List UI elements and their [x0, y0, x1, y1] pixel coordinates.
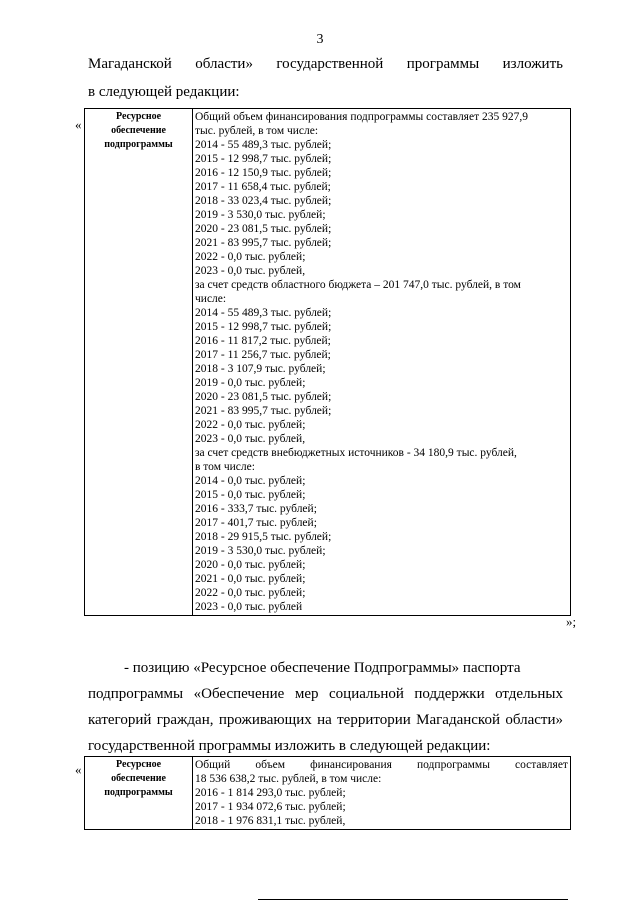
word: программы [406, 56, 480, 72]
funding-line: 2022 - 0,0 тыс. рублей; [195, 251, 306, 263]
funding-line: 2019 - 3 530,0 тыс. рублей; [195, 209, 326, 221]
head-line: обеспечение [111, 125, 166, 136]
funding-line: 2021 - 83 995,7 тыс. рублей; [195, 405, 332, 417]
funding-line: 2017 - 401,7 тыс. рублей; [195, 517, 317, 529]
intro-line-1 [88, 56, 563, 73]
word: финансирования [310, 759, 392, 771]
funding-line: 2020 - 23 081,5 тыс. рублей; [195, 391, 332, 403]
funding-line: 2019 - 0,0 тыс. рублей; [195, 377, 306, 389]
funding-line: за счет средств внебюджетных источников - 34 180,9 тыс. рублей, [195, 447, 517, 459]
head-line: обеспечение [111, 773, 166, 784]
funding-line: 2015 - 0,0 тыс. рублей; [195, 489, 306, 501]
bottom-rule [258, 899, 568, 900]
word: области» [195, 56, 253, 72]
funding-lines [195, 772, 568, 828]
head-line: Ресурсное [115, 111, 162, 122]
funding-line: 2021 - 83 995,7 тыс. рублей; [195, 237, 332, 249]
funding-line: 2018 - 3 107,9 тыс. рублей; [195, 363, 326, 375]
funding-line: 2022 - 0,0 тыс. рублей; [195, 587, 306, 599]
open-quote-2: « [75, 762, 82, 777]
word: подпрограммы [416, 759, 490, 771]
funding-line: 2023 - 0,0 тыс. рублей, [195, 433, 306, 445]
funding-line: 2019 - 3 530,0 тыс. рублей; [195, 545, 326, 557]
funding-line: 2020 - 23 081,5 тыс. рублей; [195, 223, 332, 235]
funding-line: 2017 - 11 256,7 тыс. рублей; [195, 349, 331, 361]
funding-line: 2023 - 0,0 тыс. рублей, [195, 265, 306, 277]
word: Общий [195, 759, 231, 771]
funding-line: Общий объем финансирования подпрограммы составляет 235 927,9 [195, 111, 528, 123]
word: объем [255, 759, 286, 771]
resource-table-2 [84, 756, 571, 830]
table-content-cell [193, 757, 571, 830]
head-line: подпрограммы [104, 139, 173, 150]
funding-line: 2016 - 12 150,9 тыс. рублей; [195, 167, 332, 179]
funding-line: 2014 - 55 489,3 тыс. рублей; [195, 307, 332, 319]
paragraph2-line-4: государственной программы изложить в следующей редакции: [88, 738, 491, 754]
close-quote-1: »; [566, 614, 577, 629]
open-quote-1: « [75, 117, 82, 132]
funding-lines [195, 110, 568, 614]
funding-line: 2018 - 1 976 831,1 тыс. рублей, [195, 815, 346, 827]
funding-line: 2014 - 55 489,3 тыс. рублей; [195, 139, 332, 151]
funding-line: 2017 - 1 934 072,6 тыс. рублей; [195, 801, 346, 813]
paragraph2-line-2: подпрограммы «Обеспечение мер социальной поддержки отдельных [88, 686, 563, 702]
word: государственной [276, 56, 384, 72]
funding-line: 2014 - 0,0 тыс. рублей; [195, 475, 306, 487]
head-line: Ресурсное [115, 759, 162, 770]
funding-line: тыс. рублей, в том числе: [195, 125, 319, 137]
funding-line: 18 536 638,2 тыс. рублей, в том числе: [195, 773, 382, 785]
funding-line: 2018 - 33 023,4 тыс. рублей; [195, 195, 332, 207]
paragraph2-line-3: категорий граждан, проживающих на территории Магаданской области» [88, 712, 563, 728]
table-head-cell [85, 109, 193, 616]
funding-line: 2016 - 333,7 тыс. рублей; [195, 503, 317, 515]
word: Магаданской [88, 56, 172, 72]
funding-line: 2021 - 0,0 тыс. рублей; [195, 573, 306, 585]
head-line: подпрограммы [104, 787, 173, 798]
word: составляет [515, 759, 568, 771]
paragraph2-line-1: - позицию «Ресурсное обеспечение Подпрограммы» паспорта [124, 660, 521, 676]
page-number: 3 [316, 32, 324, 47]
resource-table-1 [84, 108, 571, 616]
funding-line: 2016 - 1 814 293,0 тыс. рублей; [195, 787, 346, 799]
table-content-cell [193, 109, 571, 616]
funding-line: 2015 - 12 998,7 тыс. рублей; [195, 321, 332, 333]
funding-first-line [195, 758, 568, 772]
word: изложить [502, 56, 563, 72]
funding-line: 2017 - 11 658,4 тыс. рублей; [195, 181, 331, 193]
funding-line: 2015 - 12 998,7 тыс. рублей; [195, 153, 332, 165]
funding-line: 2016 - 11 817,2 тыс. рублей; [195, 335, 331, 347]
funding-line: 2023 - 0,0 тыс. рублей [195, 601, 303, 613]
funding-line: числе: [195, 293, 227, 305]
funding-line: 2018 - 29 915,5 тыс. рублей; [195, 531, 332, 543]
funding-line: за счет средств областного бюджета – 201 747,0 тыс. рублей, в том [195, 279, 521, 291]
funding-line: 2020 - 0,0 тыс. рублей; [195, 559, 306, 571]
funding-line: в том числе: [195, 461, 255, 473]
intro-line-2: в следующей редакции: [88, 84, 240, 100]
funding-line: 2022 - 0,0 тыс. рублей; [195, 419, 306, 431]
table-head-cell [85, 757, 193, 830]
